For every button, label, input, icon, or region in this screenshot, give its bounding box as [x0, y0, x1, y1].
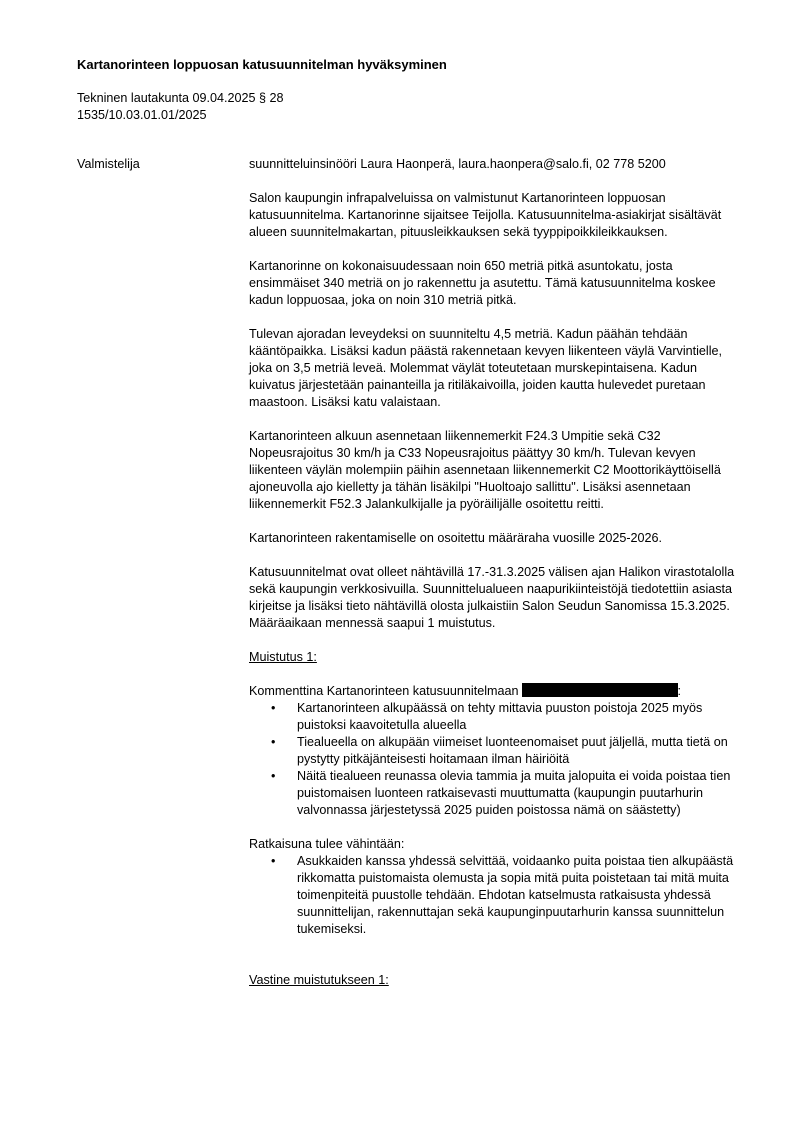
meeting-meta	[77, 90, 284, 124]
reminder-intro	[249, 683, 739, 700]
bullet-icon: •	[271, 701, 276, 715]
preparer-value: suunnitteluinsinööri Laura Haonperä, laura.haonpera@salo.fi, 02 778 5200	[249, 157, 666, 171]
bullet-icon: •	[271, 769, 276, 783]
paragraph: Salon kaupungin infrapalveluissa on valmistunut Kartanorinteen loppuosan katusuunnitelma. Kartanorinne sijaitsee Teijolla. Katusuunnitelma-asiakirjat sisältävät alueen suunnitelmakartan, pituusleikkauksen sekä tyyppipoikkileikkauksen.	[249, 191, 722, 239]
bullet-icon: •	[271, 854, 276, 868]
document-title: Kartanorinteen loppuosan katusuunnitelman hyväksyminen	[77, 57, 447, 72]
paragraph: Katusuunnitelmat ovat olleet nähtävillä 17.-31.3.2025 välisen ajan Halikon virastotalolla sekä kaupungin verkkosivuilla. Suunnittelualueen naapurikiinteistöjä tiedotettiin asiasta kirjeitse ja lisäksi tieto nähtävillä olosta julkaistiin Salon Seudun Sanomissa 15.3.2025. Määräaikaan mennessä saapui 1 muistutus.	[249, 565, 735, 630]
paragraph: Kartanorinteen alkuun asennetaan liikennemerkit F24.3 Umpitie sekä C32 Nopeusrajoitus 30 km/h ja C33 Nopeusrajoitus päättyy 30 km/h. Tulevan kevyen liikenteen väylän molempiin päihin asennetaan liikennemerkit C2 Moottorikäyttöisellä ajoneuvolla ajo kielletty ja tähän lisäkilpi "Huoltoajo sallittu". Lisäksi asennetaan liikennemerkit F52.3 Jalankulkijalle ja pyöräilijälle osoitettu reitti.	[249, 429, 721, 511]
paragraph: Tulevan ajoradan leveydeksi on suunniteltu 4,5 metriä. Kadun päähän tehdään kääntöpaikka. Lisäksi kadun päästä rakennetaan kevyen liikenteen väylä Varvintielle, joka on 3,5 metriä leveä. Molemmat väylät toteutetaan murskepintaisena. Kadun kuivatus järjestetään painanteilla ja ritiläkaivoilla, joiden kautta hulevedet puretaan maastoon. Lisäksi katu valaistaan.	[249, 327, 723, 409]
document-body	[249, 156, 739, 989]
solution-bullet-list	[249, 853, 739, 938]
list-item-text: Asukkaiden kanssa yhdessä selvittää, voidaanko puita poistaa tien alkupäästä rikkomatta puistomaista olemusta ja sopia mitä puita poistetaan tai mitä muita toimenpiteitä puustolle tehdään. Ehdotan katselmusta ratkaisusta yhdessä suunnittelijan, rakennuttajan sekä kaupunginpuutarhurin kanssa suunnittelun tukemiseksi.	[297, 854, 734, 936]
list-item-text: Kartanorinteen alkupäässä on tehty mittavia puuston poistoja 2025 myös puistoksi kaavoitetulla alueella	[297, 701, 703, 732]
list-item	[249, 768, 739, 819]
list-item-text: Näitä tiealueen reunassa olevia tammia ja muita jalopuita ei voida poistaa tien puistomaisen luonteen ratkaisevasti muuttumatta (kaupungin puutarhurin valvonnassa järjestetyssä 2025 puiden poistossa nämä on säästetty)	[297, 769, 731, 817]
paragraph: Kartanorinteen rakentamiselle on osoitettu määräraha vuosille 2025-2026.	[249, 531, 663, 545]
reminder-intro-text: Kommenttina Kartanorinteen katusuunnitelmaan	[249, 684, 519, 698]
record-id: 1535/10.03.01.01/2025	[77, 108, 207, 122]
reminder-intro-end: :	[677, 684, 682, 698]
solution-intro: Ratkaisuna tulee vähintään:	[249, 837, 405, 851]
response-heading: Vastine muistutukseen 1:	[249, 973, 389, 987]
reminder-heading: Muistutus 1:	[249, 650, 317, 664]
bullet-icon: •	[271, 735, 276, 749]
list-item	[249, 853, 739, 938]
list-item-text: Tiealueella on alkupään viimeiset luonteenomaiset puut jäljellä, mutta tietä on pystytty pitkäjänteisesti hoitamaan ilman häiriöitä	[297, 735, 728, 766]
paragraph: Kartanorinne on kokonaisuudessaan noin 650 metriä pitkä asuntokatu, josta ensimmäiset 340 metriä on jo rakennettu ja asutettu. Tämä katusuunnitelma koskee kadun loppuosaa, joka on noin 310 metriä pitkä.	[249, 259, 716, 307]
list-item	[249, 700, 739, 734]
preparer-label: Valmistelija	[77, 157, 140, 171]
list-item	[249, 734, 739, 768]
redaction-bar	[522, 683, 678, 697]
spacer	[249, 955, 739, 972]
reminder-bullet-list	[249, 700, 739, 819]
board-line: Tekninen lautakunta 09.04.2025 § 28	[77, 91, 284, 105]
